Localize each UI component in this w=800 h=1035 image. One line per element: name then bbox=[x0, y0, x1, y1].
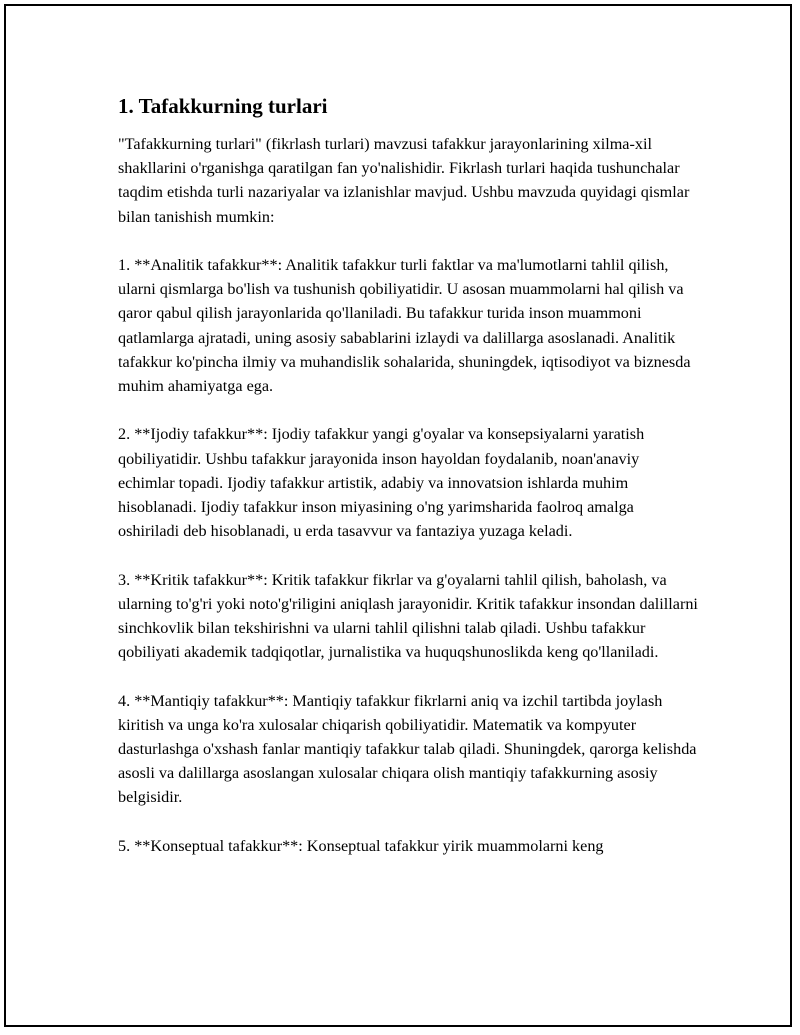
intro-paragraph: "Tafakkurning turlari" (fikrlash turlari) mavzusi tafakkur jarayonlarining xilma-xil shakllarini o'rganishga qaratilgan fan yo'nalishidir. Fikrlash turlari haqida tushunchalar taqdim etishda turli nazariyalar va izlanishlar mavjud. Ushbu mavzuda quyidagi qismlar bilan tanishish mumkin: bbox=[118, 135, 690, 226]
document-title: 1. Tafakkurning turlari bbox=[118, 94, 328, 118]
paragraph-kritik-tafakkur: 3. **Kritik tafakkur**: Kritik tafakkur fikrlar va g'oyalarni tahlil qilish, baholash, va ularning to'g'ri yoki noto'g'riligini aniqlash jarayonidir. Kritik tafakkur insondan dalillarni sinchkovlik bilan tekshirishni va ularni tahlil qilishni talab qiladi. Ushbu tafakkur qobiliyati akademik tadqiqotlar, jurnalistika va huquqshunoslikda keng qo'llaniladi. bbox=[118, 570, 698, 662]
paragraph-analitik-tafakkur: 1. **Analitik tafakkur**: Analitik tafakkur turli faktlar va ma'lumotlarni tahlil qilish, ularni qismlarga bo'lish va tushunish qobiliyatidir. U asosan muammolarni hal qilish va qaror qabul qilish jarayonlarida qo'llaniladi. Bu tafakkur turida inson muammoni qatlamlarga ajratadi, uning asosiy sabablarini izlaydi va dalillarga asoslanadi. Analitik tafakkur ko'pincha ilmiy va muhandislik sohalarida, shuningdek, iqtisodiyot va biznesda muhim ahamiyatga ega. bbox=[118, 256, 691, 396]
paragraph-ijodiy-tafakkur: 2. **Ijodiy tafakkur**: Ijodiy tafakkur yangi g'oyalar va konsepsiyalarni yaratish qobiliyatidir. Ushbu tafakkur jarayonida inson hayoldan foydalanib, noan'anaviy echimlar topadi. Ijodiy tafakkur artistik, adabiy va innovatsion ishlarda muhim hisoblanadi. Ijodiy tafakkur inson miyasining o'ng yarimsharida faolroq amalga oshiriladi deb hisoblanadi, u erda tasavvur va fantaziya yuzaga keladi. bbox=[118, 425, 645, 541]
document-body bbox=[118, 92, 698, 882]
paragraph-konseptual-tafakkur: 5. **Konseptual tafakkur**: Konseptual tafakkur yirik muammolarni keng bbox=[118, 836, 604, 855]
paragraph-mantiqiy-tafakkur: 4. **Mantiqiy tafakkur**: Mantiqiy tafakkur fikrlarni aniq va izchil tartibda joylash kiritish va unga ko'ra xulosalar chiqarish qobiliyatidir. Matematik va kompyuter dasturlashga o'xshash fanlar mantiqiy tafakkur talab qiladi. Shuningdek, qarorga kelishda asosli va dalillarga asoslangan xulosalar chiqara olish mantiqiy tafakkurning asosiy belgisidir. bbox=[118, 691, 697, 807]
